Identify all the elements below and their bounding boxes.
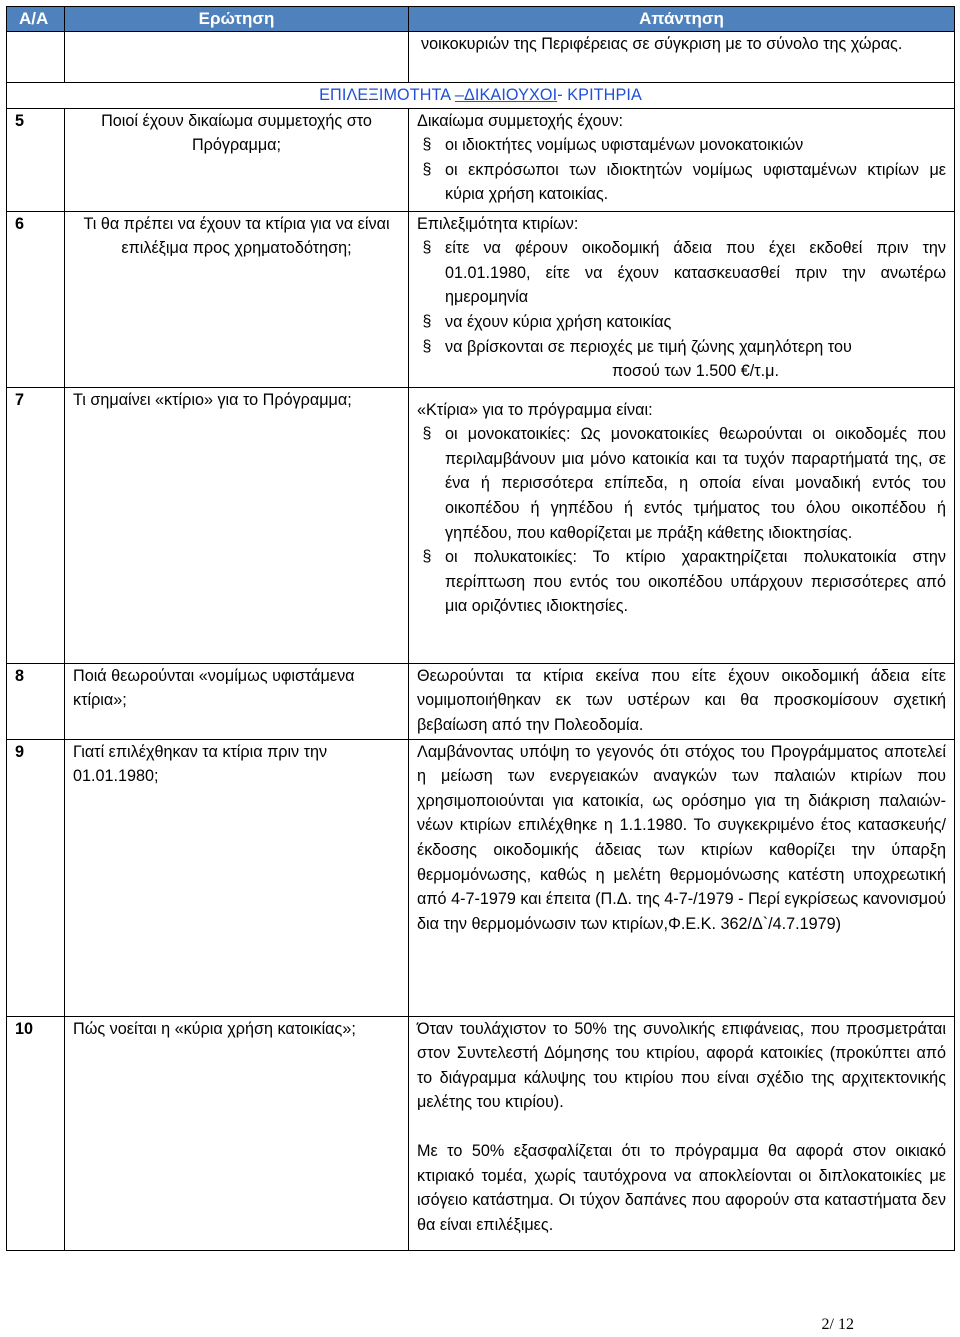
question-text: Ποιά θεωρούνται «νομίμως υφιστάμενα κτίρια»; bbox=[65, 663, 409, 739]
answer-cell bbox=[409, 108, 955, 211]
bullet-icon: § bbox=[422, 239, 432, 257]
question-text: Ποιοί έχουν δικαίωμα συμμετοχής στο Πρόγραμμα; bbox=[65, 108, 409, 211]
bullet-item: § οι μονοκατοικίες: Ως μονοκατοικίες θεωρούνται οι οικοδομές που περιλαμβάνουν μια μόνο κατοικία και τα τυχόν παραρτήματά της, σε ένα ή περισσότερα επίπεδα, η οποία είναι μοναδική εντός του οικοπέδου ή γηπέδου ή εντός τμήματος του όλου οικοπέδου ή γηπέδου, που καθορίζεται με πράξη κάθετης ιδιοκτησίας. bbox=[417, 422, 946, 545]
answer-intro: Επιλεξιμότητα κτιρίων: bbox=[417, 214, 579, 233]
row-number: 10 bbox=[7, 1016, 65, 1250]
bullet-item: § είτε να φέρουν οικοδομική άδεια που έχει εκδοθεί πριν την 01.01.1980, είτε να έχουν κατασκευασθεί πριν την ανωτέρω ημερομηνία bbox=[417, 236, 946, 310]
answer-cell bbox=[409, 211, 955, 387]
header-answer: Απάντηση bbox=[409, 7, 955, 32]
page-number: 2/ 12 bbox=[821, 1316, 854, 1333]
table-row bbox=[7, 387, 955, 663]
bullet-icon: § bbox=[422, 425, 432, 443]
answer-text: Όταν τουλάχιστον το 50% της συνολικής επιφάνειας, που προσμετράται στον Συντελεστή Δόμησης του κτιρίου, αφορά κατοικίες (προκύπτει από το διάγραμμα κάλυψης του κτιρίου που είναι σχέδιο της αρχιτεκτονικής μελέτης του κτιρίου). bbox=[417, 1019, 946, 1112]
question-text: Τι θα πρέπει να έχουν τα κτίρια για να είναι επιλέξιμα προς χρηματοδότηση; bbox=[65, 211, 409, 387]
answer-cell bbox=[409, 387, 955, 663]
table-row bbox=[7, 211, 955, 387]
bullet-icon: § bbox=[422, 337, 432, 355]
header-num: Α/Α bbox=[7, 7, 65, 32]
num-cell bbox=[7, 32, 65, 83]
answer-text-2: Με το 50% εξασφαλίζεται ότι το πρόγραμμα θα αφορά στον οικιακό κτιριακό τομέα, χωρίς ταυτόχρονα να αποκλείονται οι διπλοκατοικίες με ισόγειο κατάστημα. Οι τύχον δαπάνες που αφορούν στα καταστήματα δεν θα είναι επιλέξιμες. bbox=[417, 1141, 946, 1234]
bullet-tail-text: ποσού των 1.500 €/τ.μ. bbox=[612, 362, 779, 381]
bullet-item: § να βρίσκονται σε περιοχές με τιμή ζώνης χαμηλότερη του bbox=[417, 335, 946, 360]
bullet-item: § οι ιδιοκτήτες νομίμως υφισταμένων μονοκατοικιών bbox=[417, 133, 946, 158]
answer-cell bbox=[409, 1016, 955, 1250]
question-text: Γιατί επιλέχθηκαν τα κτίρια πριν την 01.01.1980; bbox=[65, 739, 409, 1016]
question-text: Τι σημαίνει «κτίριο» για το Πρόγραμμα; bbox=[65, 387, 409, 663]
bullet-icon: § bbox=[422, 548, 432, 566]
question-text: Πώς νοείται η «κύρια χρήση κατοικίας»; bbox=[65, 1016, 409, 1250]
section-row bbox=[7, 83, 955, 109]
bullet-item: § οι πολυκατοικίες: Το κτίριο χαρακτηρίζεται πολυκατοικία στην περίπτωση που εντός του οικοπέδου υπάρχουν περισσότερες από μια οριζόντιες ιδιοκτησίες. bbox=[417, 545, 946, 619]
bullet-icon: § bbox=[422, 136, 432, 154]
header-question: Ερώτηση bbox=[65, 7, 409, 32]
table-row bbox=[7, 663, 955, 739]
answer-intro: «Κτίρια» για το πρόγραμμα είναι: bbox=[417, 400, 653, 419]
table-row bbox=[7, 1016, 955, 1250]
answer-text: Λαμβάνοντας υπόψη το γεγονός ότι στόχος του Προγράμματος αποτελεί η μείωση των ενεργειακών αναγκών των παλαιών κτιρίων που χρησιμοποιούνται για κατοικία, ως ορόσημο για τη διάκριση παλαιών- νέων κτιρίων επιλέχθηκε η 1.1.1980. Το συγκεκριμένο έτος κατασκευής/έκδοσης οικοδομικής άδειας των κτιρίων καθορίζει την ύπαρξη θερμομόνωσης, καθώς η μελέτη θερμομόνωσης κατέστη υποχρεωτική από 4-7-1979 και έπειτα (Π.Δ. της 4-7-/1979 - Περί εγκρίσεως κανονισμού δια την θερμομόνωσιν των κτιρίων,Φ.Ε.Κ. 362/Δ`/4.7.1979) bbox=[409, 739, 955, 1016]
answer-intro: Δικαίωμα συμμετοχής έχουν: bbox=[417, 111, 624, 130]
section-title: ΕΠΙΛΕΞΙΜΟΤΗΤΑ –ΔΙΚΑΙΟΥΧΟΙ- ΚΡΙΤΗΡΙΑ bbox=[7, 83, 955, 109]
bullet-icon: § bbox=[422, 312, 432, 330]
row-number: 7 bbox=[7, 387, 65, 663]
row-number: 8 bbox=[7, 663, 65, 739]
bullet-item: § να έχουν κύρια χρήση κατοικίας bbox=[417, 310, 946, 335]
table-header-row bbox=[7, 7, 955, 32]
answer-text: Θεωρούνται τα κτίρια εκείνα που είτε έχουν οικοδομική άδεια είτε νομιμοποιήθηκαν εκ των υστέρων και θα προσκομίσουν σχετική βεβαίωση από την Πολεοδομία. bbox=[409, 663, 955, 739]
bullet-icon: § bbox=[422, 160, 432, 178]
table-row-continuation bbox=[7, 32, 955, 83]
answer-cell bbox=[409, 32, 955, 83]
bullet-item: § οι εκπρόσωποι των ιδιοκτητών νομίμως υφισταμένων κτιρίων με κύρια χρήση κατοικίας. bbox=[417, 158, 946, 207]
faq-table bbox=[6, 6, 955, 1251]
answer-continuation-text: νοικοκυριών της Περιφέρειας σε σύγκριση με το σύνολο της χώρας. bbox=[421, 35, 903, 53]
row-number: 6 bbox=[7, 211, 65, 387]
question-cell bbox=[65, 32, 409, 83]
table-row bbox=[7, 108, 955, 211]
row-number: 5 bbox=[7, 108, 65, 211]
table-row bbox=[7, 739, 955, 1016]
row-number: 9 bbox=[7, 739, 65, 1016]
